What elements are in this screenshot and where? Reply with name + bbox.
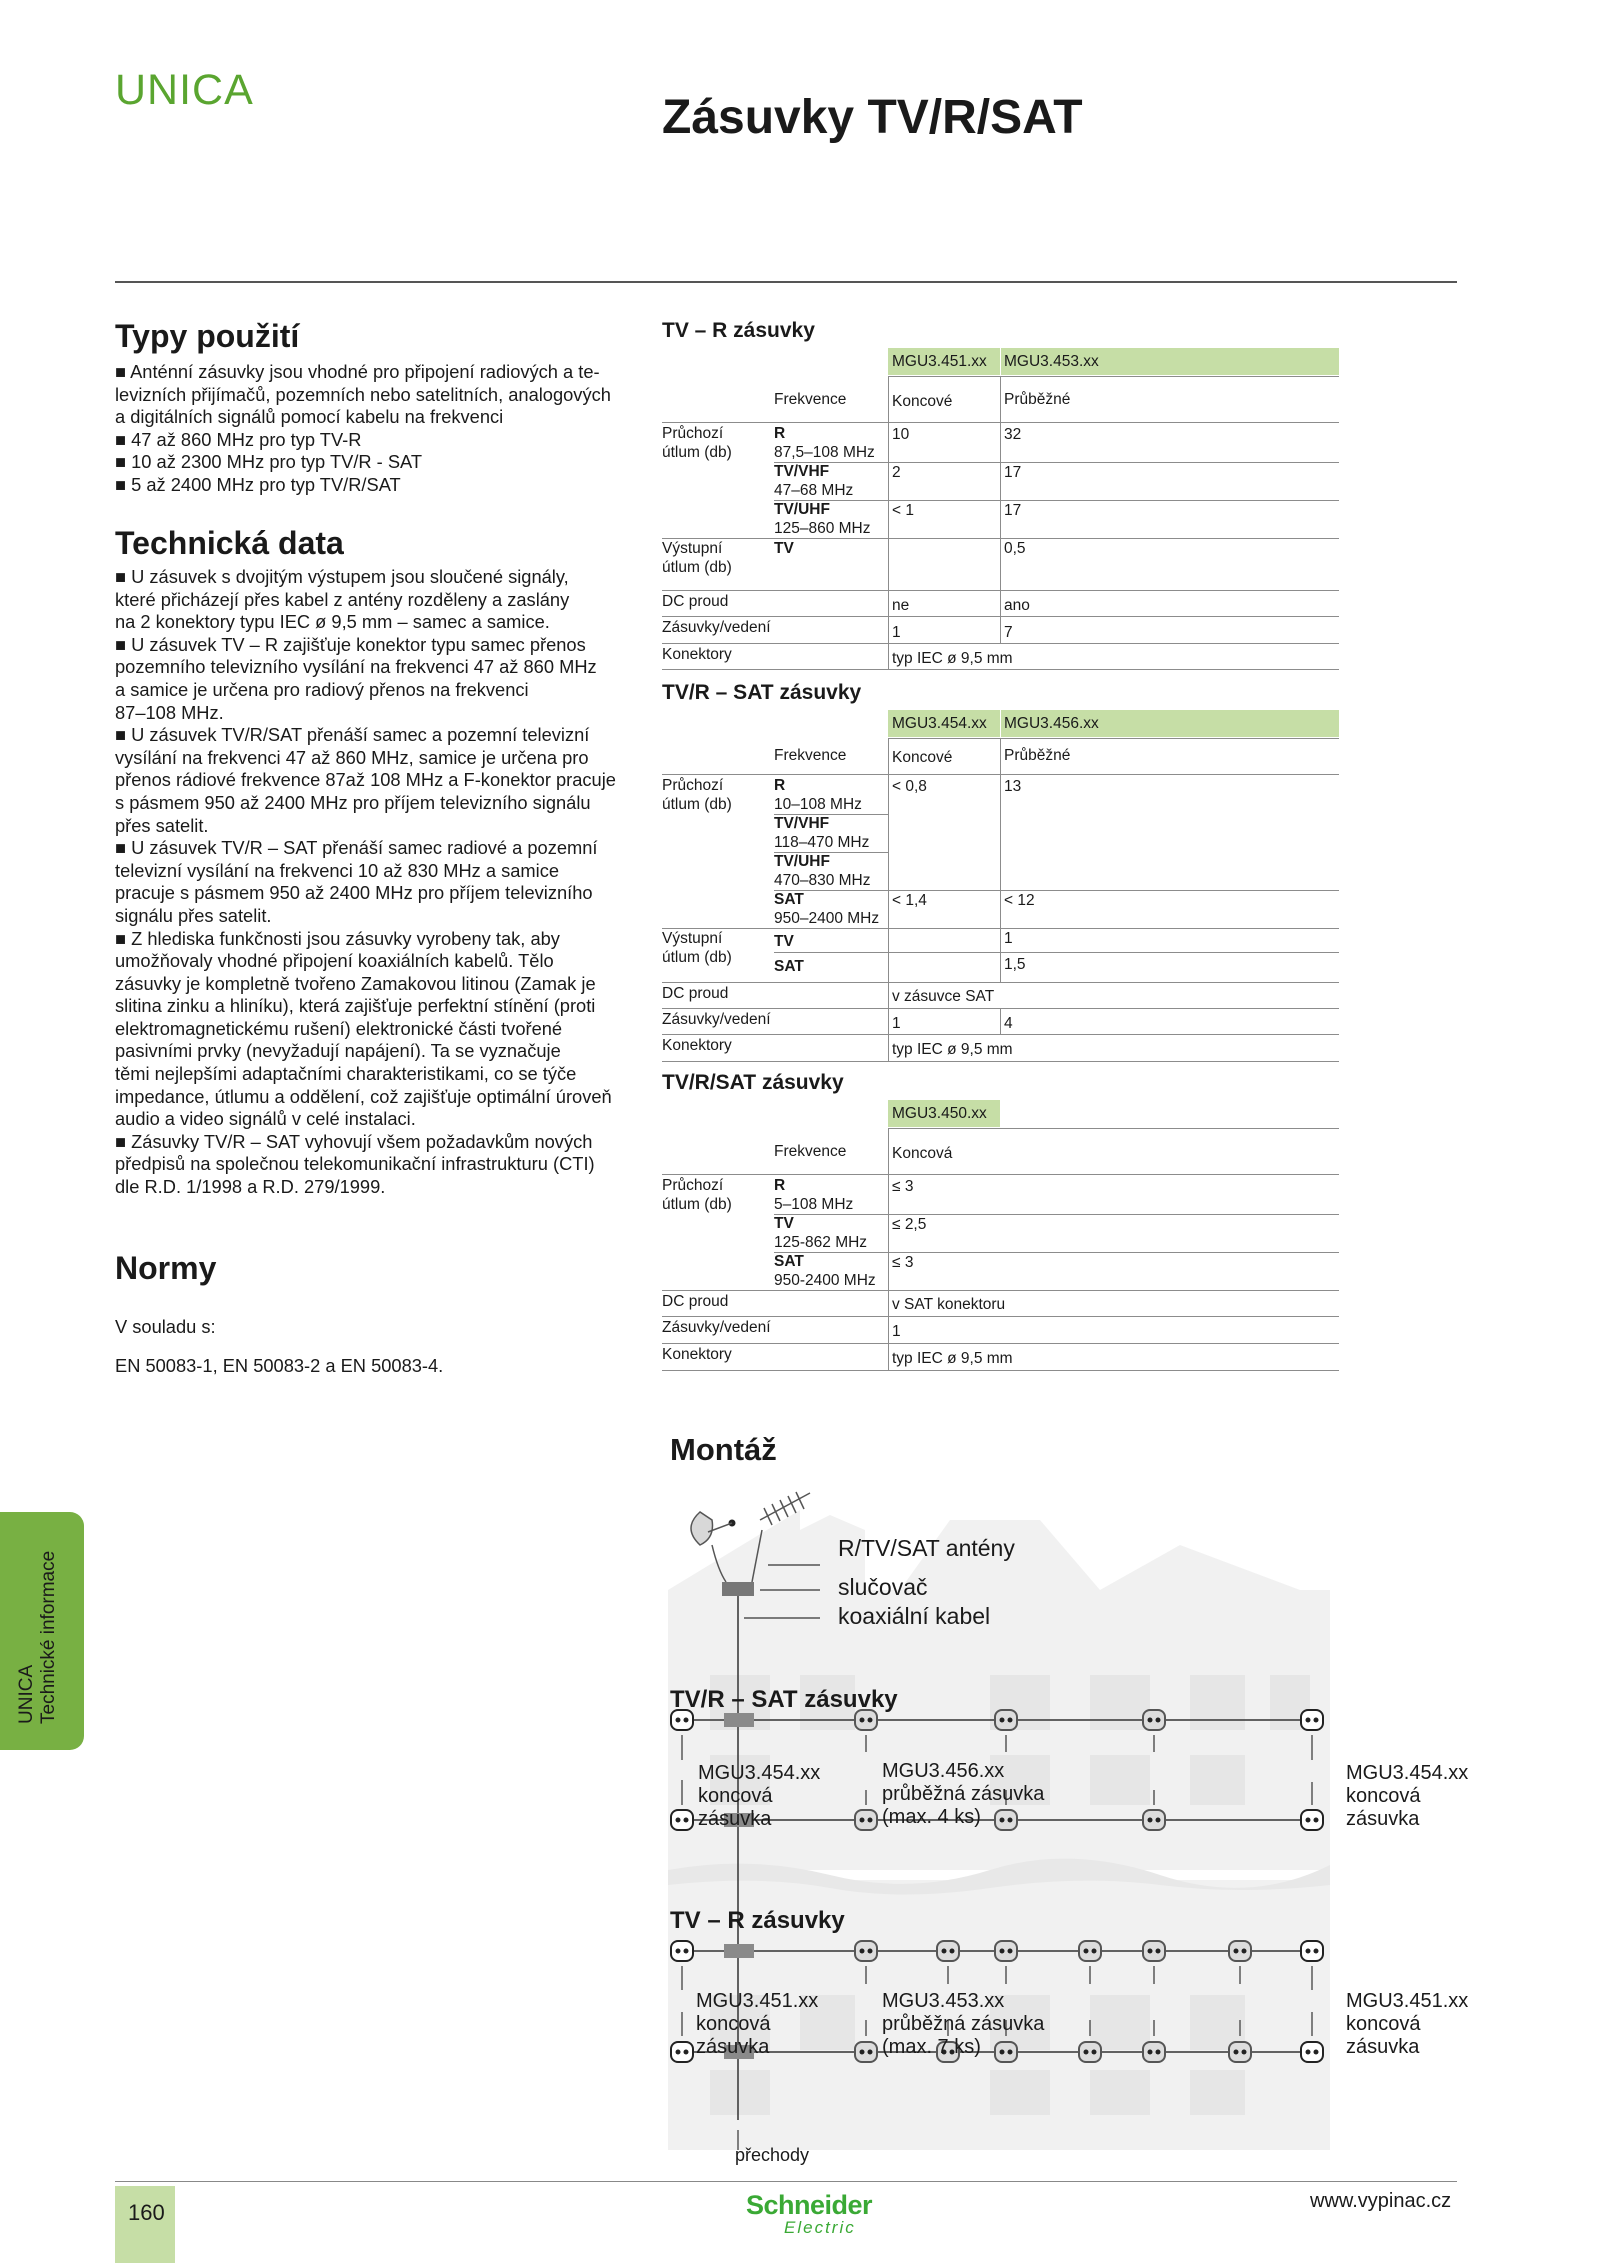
table1-dc: DC proud (662, 593, 729, 610)
col-line (888, 738, 889, 1061)
divider (662, 1174, 1339, 1175)
diagram-section2-title: TV – R zásuvky (670, 1907, 845, 1934)
table3-dc-v: v SAT konektoru (892, 1296, 1006, 1313)
table2-vhf-label: TV/VHF (774, 815, 830, 832)
splitter-icon (722, 1582, 754, 1596)
table3-zas-v1: 1 (892, 1323, 901, 1340)
heading-technicka: Technická data (115, 525, 344, 561)
table2-tv-v2: 1 (1004, 930, 1013, 947)
table3-col1: MGU3.450.xx (892, 1105, 987, 1122)
typy-text: ■ Anténní zásuvky jsou vhodné pro připojení radiových a te- levizních přijímačů, pozemních nebo satelitních, analogových a digitálních signálů pomocí kabelu na frekvenci ■ 47 až 860 MHz pro typ TV-R ■ 10 až 2300 MHz pro typ TV/R - SAT ■ 5 až 2400 MHz pro typ TV/R/SAT (115, 361, 611, 495)
col-line (1000, 1008, 1001, 1034)
table1-vhf-v1: 2 (892, 464, 901, 481)
table1-zas-v2: 7 (1004, 624, 1013, 641)
table2-tv-label: TV (774, 933, 794, 950)
table1-col1: MGU3.451.xx (892, 353, 987, 370)
table1-vhf-range: 47–68 MHz (774, 482, 854, 499)
divider (662, 1290, 1339, 1291)
table3-tv-label: TV (774, 1215, 794, 1232)
header-rule (115, 281, 1457, 283)
table3-frek: Frekvence (774, 1143, 847, 1160)
table1-r-v1: 10 (892, 426, 910, 443)
table1-dc-v2: ano (1004, 597, 1030, 614)
table1-r-range: 87,5–108 MHz (774, 444, 875, 461)
table1-tv-v2: 0,5 (1004, 540, 1026, 557)
table1 (662, 348, 1339, 670)
table1-uhf-label: TV/UHF (774, 501, 830, 518)
technicka-text: ■ U zásuvek s dvojitým výstupem jsou sloučené signály, které přicházejí přes kabel z antény rozděleny a zaslány na 2 konektory typu IEC ø 9,5 mm – samec a samice. ■ U zásuvek TV – R zajišťuje konektor typu samec přenos pozemního televizního vysílání na frekvenci 47 až 860 MHz a samice je určena pro radiový přenos na frekvenci 87–108 MHz. ■ U zásuvek TV/R/SAT přenáší samec a pozemní televizní vysílání na frekvenci 47 až 860 MHz, samice je určena pro přenos rádiové frekvence 87až 108 MHz a F-konektor pracuje s pásmem 950 až 2400 MHz pro příjem televizního signálu přes satelit. ■ U zásuvek TV/R – SAT přenáší samec radiové a pozemní televizní vysílání na frekvenci 10 až 830 MHz a samice pracuje s pásmem 950 až 2400 MHz pro příjem televizního signálu přes satelit. ■ Z hlediska funkčnosti jsou zásuvky vyrobeny tak, aby umožňovaly vhodné připojení koaxiálních kabelů. Tělo zásuvky je kompletně tvořeno Zamakovou litinou (Zamak je slitina zinku a hliníku), která zajišťuje perfektní stínění (proti elektromagnetickému rušení) elektronické části tvořené pasivními prvky (nevyžadují napájení). Ta se vyznačuje těmi nejlepšími adaptačními charakteristikami, co se týče impedance, útlumu a oddělení, což zajišťuje optimální úroveň audio a video signálů v celé instalaci. ■ Zásuvky TV/R – SAT vyhovují všem požadavkům nových předpisů na společnou telekomunikační infrastrukturu (CTI) dle R.D. 1/1998 a R.D. 279/1999. (115, 566, 616, 1198)
table1-vystup: Výstupní útlum (db) (662, 540, 732, 576)
table2-frek: Frekvence (774, 747, 847, 764)
table1-zas: Zásuvky/vedení (662, 619, 771, 636)
diagram-section1-title: TV/R – SAT zásuvky (670, 1686, 898, 1713)
divider (662, 1343, 1339, 1344)
table3-sat-v1: ≤ 3 (892, 1254, 914, 1271)
label-splitter: slučovač (838, 1574, 928, 1600)
table3-r-range: 5–108 MHz (774, 1196, 854, 1213)
table2-zas-v1: 1 (892, 1015, 901, 1032)
table1-prucho: Průchozí útlum (db) (662, 425, 732, 461)
table1-col2: MGU3.453.xx (1004, 353, 1099, 370)
side-tab-text (16, 1514, 60, 1724)
divider (888, 1128, 1339, 1129)
table1-tv-label: TV (774, 540, 794, 557)
table1-kon-v: typ IEC ø 9,5 mm (892, 650, 1013, 667)
table1-vhf-v2: 17 (1004, 464, 1022, 481)
s1-mid-label: MGU3.456.xx průběžná zásuvka (max. 4 ks) (882, 1760, 1045, 1828)
table2-dc-v: v zásuvce SAT (892, 988, 995, 1005)
table1-title: TV – R zásuvky (662, 319, 815, 342)
divider (662, 1061, 1339, 1062)
col-line (888, 1128, 889, 1370)
table1-header-divider (1000, 348, 1001, 375)
table2-zas-v2: 4 (1004, 1015, 1013, 1032)
divider (774, 1214, 1339, 1215)
col-line (1000, 376, 1001, 590)
table1-uhf-v1: < 1 (892, 502, 914, 519)
table1-sub2: Průběžné (1004, 391, 1071, 408)
table3-kon: Konektory (662, 1346, 732, 1363)
divider (662, 643, 1339, 644)
table1-uhf-v2: 17 (1004, 502, 1022, 519)
table2-title: TV/R – SAT zásuvky (662, 681, 862, 704)
side-tab-line2: Technické informace (38, 1550, 59, 1724)
col-line (1000, 590, 1001, 643)
table1-r-label: R (774, 425, 786, 442)
heading-normy: Normy (115, 1250, 217, 1286)
table2-sat2-v2: 1,5 (1004, 956, 1026, 973)
table3-sat-label: SAT (774, 1253, 804, 1270)
table3-dc: DC proud (662, 1293, 729, 1310)
table2-vhf-range: 118–470 MHz (774, 834, 870, 851)
table2-header-divider (1000, 710, 1001, 737)
table2-sat-label: SAT (774, 891, 804, 908)
table1-vhf-label: TV/VHF (774, 463, 830, 480)
table3-tv-v1: ≤ 2,5 (892, 1216, 927, 1233)
table1-zas-v1: 1 (892, 624, 901, 641)
table3-zas: Zásuvky/vedení (662, 1319, 771, 1336)
s2-mid-label: MGU3.453.xx průběžná zásuvka (max. 7 ks) (882, 1990, 1045, 2058)
table2-col2: MGU3.456.xx (1004, 715, 1099, 732)
s1-right-label: MGU3.454.xx koncová zásuvka (1346, 1762, 1469, 1830)
page-title: Zásuvky TV/R/SAT (662, 91, 1083, 144)
table2-r-v2: 13 (1004, 778, 1022, 795)
col-line (1000, 738, 1001, 982)
table1-uhf-range: 125–860 MHz (774, 520, 871, 537)
table2-kon: Konektory (662, 1037, 732, 1054)
table3-title: TV/R/SAT zásuvky (662, 1071, 844, 1094)
installation-diagram (660, 1490, 1469, 2180)
table2-r-label: R (774, 777, 786, 794)
label-prechody: přechody (735, 2145, 810, 2165)
table2-uhf-label: TV/UHF (774, 853, 830, 870)
brand-name: UNICA (115, 66, 254, 114)
divider (662, 1034, 1339, 1035)
label-cable: koaxiální kabel (838, 1603, 991, 1629)
table3-sub1: Koncová (892, 1145, 953, 1162)
normy-line2: EN 50083-1, EN 50083-2 a EN 50083-4. (115, 1355, 444, 1376)
divider (888, 738, 1339, 739)
table1-kon: Konektory (662, 646, 732, 663)
s1-left-label: MGU3.454.xx koncová zásuvka (698, 1762, 821, 1830)
table2-sat2-label: SAT (774, 958, 804, 975)
table2-sat-v2: < 12 (1004, 892, 1035, 909)
table3-kon-v: typ IEC ø 9,5 mm (892, 1350, 1013, 1367)
side-tab-line1: UNICA (16, 1664, 37, 1724)
schneider-logo: Schneider (746, 2190, 873, 2220)
table2-uhf-range: 470–830 MHz (774, 872, 871, 889)
col-line (888, 376, 889, 669)
footer-rule (115, 2181, 1457, 2182)
table2-sub2: Průběžné (1004, 747, 1071, 764)
side-tab (0, 1512, 84, 1750)
divider (774, 1252, 1339, 1253)
divider (888, 376, 1339, 377)
table3-r-v1: ≤ 3 (892, 1178, 914, 1195)
electric-logo: Electric (784, 2218, 856, 2237)
label-antenna: R/TV/SAT antény (838, 1535, 1015, 1561)
table3-prucho: Průchozí útlum (db) (662, 1177, 732, 1213)
heading-montaz: Montáž (670, 1432, 777, 1467)
table2-r-range: 10–108 MHz (774, 796, 862, 813)
table2 (662, 710, 1339, 1062)
table2-prucho: Průchozí útlum (db) (662, 777, 732, 813)
footer-url[interactable]: www.vypinac.cz (1310, 2190, 1452, 2212)
table2-sat-v1: < 1,4 (892, 892, 927, 909)
divider (662, 669, 1339, 670)
table2-sub1: Koncové (892, 749, 953, 766)
table3-sat-range: 950-2400 MHz (774, 1272, 876, 1289)
page-number: 160 (128, 2200, 165, 2225)
table2-sat-range: 950–2400 MHz (774, 910, 880, 927)
table2-vystup: Výstupní útlum (db) (662, 930, 732, 966)
divider (774, 462, 1339, 463)
table1-r-v2: 32 (1004, 426, 1022, 443)
table2-r-v1: < 0,8 (892, 778, 927, 795)
table1-dc-v1: ne (892, 597, 910, 614)
divider (774, 952, 1339, 953)
divider (662, 982, 1339, 983)
table2-zas: Zásuvky/vedení (662, 1011, 771, 1028)
s2-right-label: MGU3.451.xx koncová zásuvka (1346, 1990, 1469, 2058)
divider (774, 890, 1339, 891)
table2-dc: DC proud (662, 985, 729, 1002)
table3-tv-range: 125-862 MHz (774, 1234, 868, 1251)
table2-kon-v: typ IEC ø 9,5 mm (892, 1041, 1013, 1058)
divider (662, 1370, 1339, 1371)
normy-line1: V souladu s: (115, 1316, 216, 1337)
table1-frek: Frekvence (774, 391, 847, 408)
table3 (662, 1100, 1339, 1372)
table1-sub1: Koncové (892, 393, 953, 410)
heading-typy: Typy použití (115, 318, 300, 354)
s2-left-label: MGU3.451.xx koncová zásuvka (696, 1990, 819, 2058)
table2-col1: MGU3.454.xx (892, 715, 987, 732)
divider (662, 1316, 1339, 1317)
diagram-svg (660, 1490, 1360, 2180)
divider (774, 500, 1339, 501)
table3-r-label: R (774, 1177, 786, 1194)
